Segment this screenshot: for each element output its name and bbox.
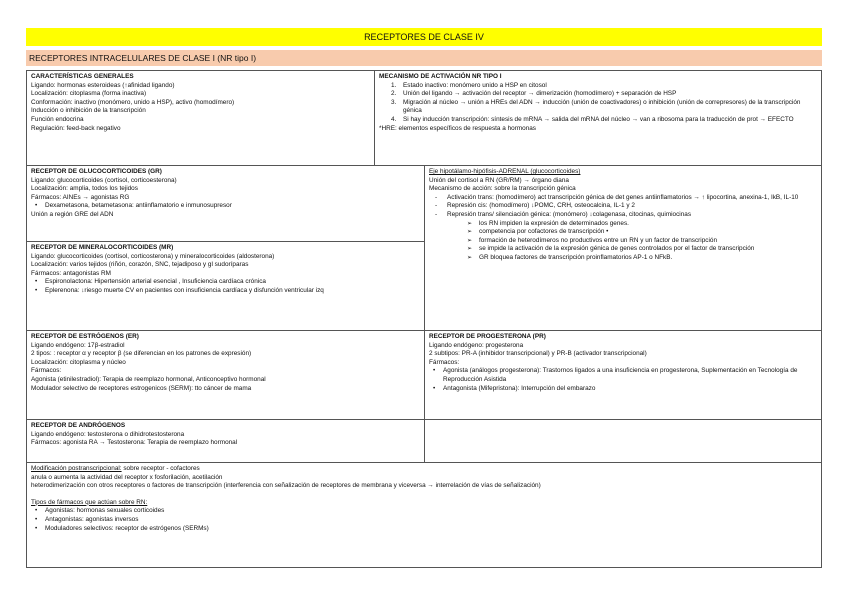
ar-line: Fármacos: agonista RA → Testosterona: Terapia de reemplazo hormonal [31,439,238,447]
general-line: Ligando: hormonas esteroideas (↑afinidad ligando) [31,81,175,89]
gr-line: Unión a región GRE del ADN [31,210,114,218]
axis-arrow-item: ➢ se impide la activación de la expresión génica de genes controlados por el factor de transcripción [429,245,817,254]
general-characteristics-box [26,70,375,166]
gr-bullet: • Dexametasona, betametasona: antiinflamatorio e inmunosupresor [31,202,420,211]
drug-types-heading: Tipos de fármacos que actúan sobre RN: [31,498,148,506]
general-line: Función endocrina [31,115,84,123]
mechanism-step: 4. Si hay inducción transcripción: síntesis de mRNA → salida del mRNA del núcleo → van a ribosoma para la traducción de prot → EFECTO [391,115,794,123]
er-line: Modulador selectivo de receptores estrogenicos (SERM): tto cáncer de mama [31,384,252,392]
glucocorticoid-receptor-box [26,165,425,242]
gr-line: Fármacos: AINEs → agonistas RG [31,193,130,201]
pr-line: Ligando endógeno: progesterona [429,341,524,349]
axis-arrow-item: ➢ competencia por cofactores de transcripción • [429,228,817,237]
mr-line: Localización: varios tejidos (riñón, corazón, SNC, tejadiposo y gl sudoríparas [31,261,249,269]
mechanism-steps [379,82,817,125]
axis-line: Mecanismo de acción: sobre la transcripción génica [429,185,576,193]
er-line: 2 tipos: : receptor α y receptor β (se diferencian en los patrones de expresión) [31,350,252,358]
general-line: Localización: citoplasma (forma inactiva) [31,90,147,98]
modification-detail: anula o aumenta la actividad del receptor x fosforilación, acetilación [31,473,223,481]
general-heading: CARACTERÍSTICAS GENERALES [31,73,134,80]
ar-heading: RECEPTOR DE ANDRÓGENOS [31,422,126,429]
modification-line [31,465,817,474]
mechanism-step: 2. Unión del ligando → activación del receptor → dimerización (homodímero) + separación de HSP [391,90,677,98]
drug-type-item: • Agonistas: hormonas sexuales corticoides [31,507,817,516]
axis-dash-item: - Represión cis: (homodímero) ↓POMC, CRH, osteocalcina, IL-1 y 2 [429,202,817,211]
activation-mechanism-box [374,70,822,166]
drug-type-item: • Antagonistas: agonistas inversos [31,516,817,525]
pr-line: 2 subtipos: PR-A (inhibidor transcripcional) y PR-B (activador transcripcional) [429,350,647,358]
mr-line: Fármacos: antagonistas RM [31,269,111,277]
pr-bullet: • Antagonista (Mifepristona): Interrupción del embarazo [429,385,817,394]
er-line: Agonista (etinilestradiol): Terapia de reemplazo hormonal, Anticonceptivo hormonal [31,375,266,383]
modification-detail: heterodimerización con otros receptores o factores de transcripción (interferencia con señalización de receptores de membrana y viceversa → interrelación de vías de señalización) [31,482,541,490]
pr-bullet: • Agonista (análogos progesterona): Trastornos ligados a una insuficiencia en progesterona, Suplementación en Tecnología de Reproducción Asistida [429,367,817,384]
ar-line: Ligando endógeno: testosterona o dihidrotestosterona [31,430,185,438]
gr-line: Ligando: glucocorticoides (cortisol, corticoesterona) [31,176,177,184]
drug-type-item: • Moduladores selectivos: receptor de estrógenos (SERMs) [31,525,817,534]
mr-bullet: • Espironolactona: Hipertensión arterial esencial , Insuficiencia cardíaca crónica [31,278,420,287]
modification-and-drugs-box [26,462,822,568]
mr-heading: RECEPTOR DE MINERALOCORTICOIDES (MR) [31,244,174,251]
empty-cell [424,419,822,463]
er-line: Ligando endógeno: 17β-estradiol [31,341,125,349]
axis-arrow-item: ➢ los RN impiden la expresión de determinados genes. [429,220,817,229]
modification-rest: sobre receptor - cofactores [121,465,200,472]
gr-line: Localización: amplia, todos los tejidos [31,185,138,193]
mechanism-step: 1. Estado inactivo: monómero unido a HSP en citosol [391,81,547,89]
section-subtitle: RECEPTORES INTRACELULARES DE CLASE I (NR tipo I) [26,50,822,66]
general-line: Inducción o inhibición de la transcripción [31,107,146,115]
axis-dash-item: - Represión trans/ silenciación génica: (monómero) ↓colagenasa, citocinas, quimiocinas [429,211,817,220]
er-heading: RECEPTOR DE ESTRÓGENOS (ER) [31,333,139,340]
mineralocorticoid-receptor-box [26,241,425,331]
axis-heading: Eje hipotálamo-hipófisis-ADRENAL (glucocorticoides) [429,168,581,175]
mechanism-heading: MECANISMO DE ACTIVACIÓN NR TIPO I [379,73,502,80]
axis-arrow-item: ➢ GR bloquea factores de transcripción proinflamatorios AP-1 o NFkB. [429,254,817,263]
hpa-axis-box [424,165,822,331]
modification-heading: Modificación postranscripcional: [31,465,122,472]
er-line: Fármacos: [31,367,62,375]
er-line: Localización: citoplasma y núcleo [31,358,126,366]
pr-line: Fármacos: [429,358,460,366]
estrogen-receptor-box [26,330,425,420]
pr-heading: RECEPTOR DE PROGESTERONA (PR) [429,333,546,340]
gr-heading: RECEPTOR DE GLUCOCORTICOIDES (GR) [31,168,162,175]
general-line: Conformación: inactivo (monómero, unido a HSP), activo (homodímero) [31,98,235,106]
general-line: Regulación: feed-back negativo [31,124,121,132]
page-title: RECEPTORES DE CLASE IV [26,28,822,46]
mr-line: Ligando: glucocorticoides (cortisol, corticosterona) y mineralocorticoides (aldosterona) [31,252,275,260]
androgen-receptor-box [26,419,425,463]
progesterone-receptor-box [424,330,822,420]
mechanism-step: 3. Migración al núcleo → unión a HREs del ADN → inducción (unión de coactivadores) o inhibición (unión de correpresores) de la transcripción génica [391,98,801,115]
axis-arrow-item: ➢ formación de heterodímeros no productivos entre un RN y un factor de transcripción [429,237,817,246]
axis-dash-item: - Activación trans: (homodímero) act transcripción génica de det genes antiinflamatorios → ↑ lipocortina, anexina-1, IkB, IL-10 [429,194,817,203]
axis-line: Unión del cortisol a RN (GR/RM) → órgano diana [429,176,569,184]
mr-bullet: • Eplerenona: ↓riesgo muerte CV en pacientes con insuficiencia cardíaca y disfunción ventricular izq [31,287,420,296]
hre-note: *HRE: elementos específicos de respuesta a hormonas [379,124,537,132]
